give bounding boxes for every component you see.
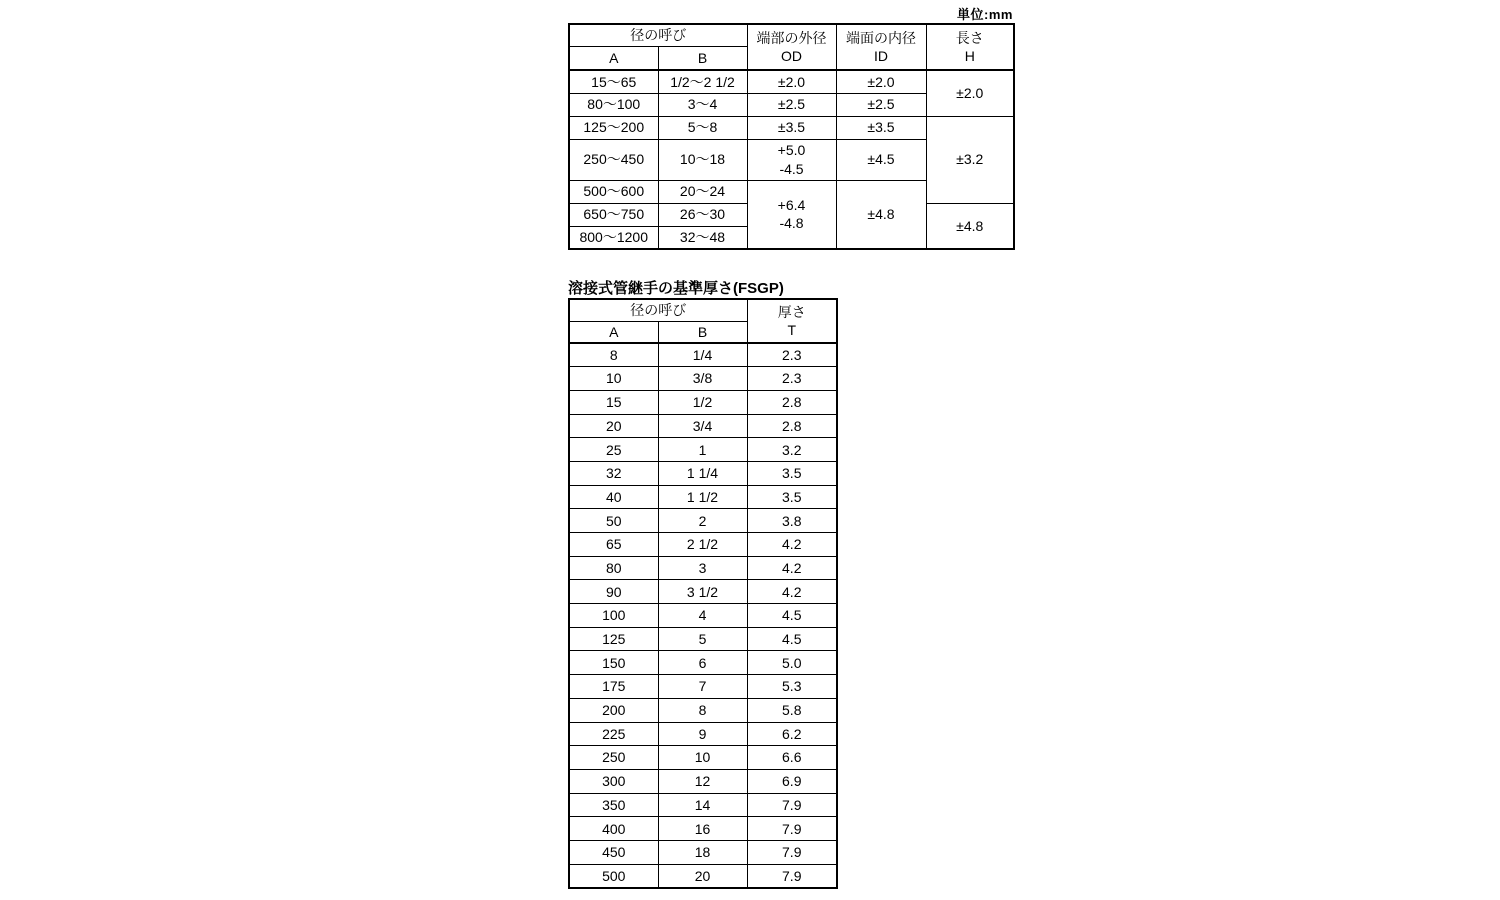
t2-cell-b: 3/8 — [658, 367, 747, 391]
thickness-table-row — [569, 556, 837, 580]
t2-cell-b: 2 1/2 — [658, 533, 747, 557]
t2-cell-a: 15 — [569, 390, 658, 414]
thickness-table-row — [569, 343, 837, 367]
t2-cell-b: 3/4 — [658, 414, 747, 438]
t2-cell-a: 65 — [569, 533, 658, 557]
t2-cell-t: 3.5 — [747, 461, 837, 485]
t1-cell-od-merged — [747, 180, 836, 249]
t2-cell-a: 32 — [569, 461, 658, 485]
t2-cell-t: 7.9 — [747, 864, 837, 888]
t1-header-b: B — [658, 46, 747, 70]
t2-cell-t: 5.0 — [747, 651, 837, 675]
thickness-table-row — [569, 414, 837, 438]
t2-cell-a: 200 — [569, 698, 658, 722]
t2-header-row-1 — [569, 299, 837, 321]
t2-cell-a: 20 — [569, 414, 658, 438]
t1-cell-h-merged: ±3.2 — [926, 116, 1014, 203]
thickness-table-row — [569, 746, 837, 770]
t1-cell-a: 250〜450 — [569, 139, 658, 180]
t2-cell-b: 8 — [658, 698, 747, 722]
thickness-table-row — [569, 580, 837, 604]
t1-cell-a: 15〜65 — [569, 70, 658, 93]
t2-cell-a: 450 — [569, 840, 658, 864]
t2-cell-a: 400 — [569, 817, 658, 841]
t2-cell-t: 5.8 — [747, 698, 837, 722]
t1-header-id-code: ID — [874, 48, 888, 64]
t2-cell-t: 3.5 — [747, 485, 837, 509]
thickness-table-row — [569, 675, 837, 699]
t2-cell-t: 5.3 — [747, 675, 837, 699]
t2-cell-b: 1/4 — [658, 343, 747, 367]
t2-cell-a: 150 — [569, 651, 658, 675]
t1-cell-b: 3〜4 — [658, 93, 747, 116]
t1-cell-od-plus: +5.0 — [777, 142, 806, 159]
t1-cell-od-minus: -4.5 — [779, 160, 804, 177]
t2-cell-t: 4.2 — [747, 556, 837, 580]
thickness-table-row — [569, 769, 837, 793]
t1-cell-b: 32〜48 — [658, 226, 747, 249]
thickness-table-row — [569, 698, 837, 722]
t2-cell-t: 7.9 — [747, 817, 837, 841]
t1-cell-id: ±4.5 — [836, 139, 926, 180]
t1-header-od — [747, 24, 836, 70]
thickness-table-row — [569, 390, 837, 414]
t2-cell-a: 90 — [569, 580, 658, 604]
t2-cell-a: 250 — [569, 746, 658, 770]
t2-cell-a: 125 — [569, 627, 658, 651]
thickness-table-row — [569, 840, 837, 864]
t2-cell-a: 40 — [569, 485, 658, 509]
thickness-table-row — [569, 864, 837, 888]
t1-cell-id-merged: ±4.8 — [836, 180, 926, 249]
t2-cell-b: 3 1/2 — [658, 580, 747, 604]
thickness-table-row — [569, 485, 837, 509]
t2-cell-t: 2.3 — [747, 343, 837, 367]
t1-cell-id: ±2.0 — [836, 70, 926, 93]
t1-cell-od: ±3.5 — [747, 116, 836, 139]
t1-cell-a: 125〜200 — [569, 116, 658, 139]
t2-cell-a: 25 — [569, 438, 658, 462]
t2-cell-t: 4.5 — [747, 604, 837, 628]
t1-cell-b: 5〜8 — [658, 116, 747, 139]
t1-header-id — [836, 24, 926, 70]
t1-row-15-65 — [569, 70, 1014, 93]
t1-header-od-jp: 端部の外径 — [756, 29, 827, 46]
t2-cell-t: 4.5 — [747, 627, 837, 651]
t2-cell-b: 14 — [658, 793, 747, 817]
t2-cell-t: 6.2 — [747, 722, 837, 746]
t2-header-t — [747, 299, 837, 343]
t2-cell-t: 7.9 — [747, 793, 837, 817]
t1-header-id-jp: 端面の内径 — [846, 29, 916, 46]
thickness-table-row — [569, 627, 837, 651]
t2-header-t-jp: 厚さ — [777, 303, 806, 320]
t2-cell-b: 4 — [658, 604, 747, 628]
t1-cell-od — [747, 139, 836, 180]
t2-header-dia-group: 径の呼び — [569, 299, 747, 321]
t1-row-125-200 — [569, 116, 1014, 139]
t2-header-b: B — [658, 321, 747, 343]
t1-header-a: A — [569, 46, 658, 70]
unit-label: 単位:mm — [957, 7, 1013, 22]
t2-cell-b: 6 — [658, 651, 747, 675]
t1-cell-od-plus: +6.4 — [777, 197, 806, 214]
t1-header-h — [926, 24, 1014, 70]
thickness-table-row — [569, 533, 837, 557]
t1-header-row-1 — [569, 24, 1014, 46]
t1-header-h-code: H — [964, 48, 975, 64]
t2-cell-b: 7 — [658, 675, 747, 699]
t2-cell-b: 18 — [658, 840, 747, 864]
t2-cell-a: 10 — [569, 367, 658, 391]
t2-cell-t: 4.2 — [747, 580, 837, 604]
t2-cell-t: 2.8 — [747, 390, 837, 414]
thickness-table-row — [569, 438, 837, 462]
thickness-table-row — [569, 651, 837, 675]
t2-cell-b: 5 — [658, 627, 747, 651]
t2-cell-b: 1 1/4 — [658, 461, 747, 485]
t1-cell-b: 1/2〜2 1/2 — [658, 70, 747, 93]
t1-cell-od: ±2.5 — [747, 93, 836, 116]
t2-cell-a: 8 — [569, 343, 658, 367]
t2-cell-a: 100 — [569, 604, 658, 628]
thickness-table-row — [569, 793, 837, 817]
t2-cell-b: 9 — [658, 722, 747, 746]
thickness-table-row — [569, 461, 837, 485]
t2-cell-a: 225 — [569, 722, 658, 746]
thickness-table-title: 溶接式管継手の基準厚さ(FSGP) — [568, 280, 784, 297]
thickness-table-row — [569, 367, 837, 391]
t2-cell-t: 2.8 — [747, 414, 837, 438]
t2-cell-a: 500 — [569, 864, 658, 888]
t1-header-dia-group: 径の呼び — [569, 24, 747, 46]
t2-cell-b: 1 — [658, 438, 747, 462]
t2-cell-a: 50 — [569, 509, 658, 533]
t2-cell-b: 1 1/2 — [658, 485, 747, 509]
t1-cell-h-merged: ±2.0 — [926, 70, 1014, 116]
tolerance-table — [568, 23, 1015, 250]
thickness-table-row — [569, 722, 837, 746]
thickness-table-row — [569, 604, 837, 628]
t1-cell-b: 10〜18 — [658, 139, 747, 180]
t1-cell-h-merged: ±4.8 — [926, 203, 1014, 249]
t2-cell-b: 2 — [658, 509, 747, 533]
t2-cell-b: 12 — [658, 769, 747, 793]
t2-header-t-code: T — [787, 322, 797, 338]
t2-cell-a: 350 — [569, 793, 658, 817]
t2-cell-t: 7.9 — [747, 840, 837, 864]
t2-cell-b: 20 — [658, 864, 747, 888]
t2-cell-a: 175 — [569, 675, 658, 699]
t1-cell-od-minus: -4.8 — [779, 215, 804, 232]
thickness-table-body — [569, 343, 837, 888]
t1-header-od-code: OD — [781, 48, 802, 64]
thickness-table — [568, 298, 838, 889]
thickness-table-row — [569, 509, 837, 533]
t1-header-h-jp: 長さ — [955, 29, 984, 46]
t1-cell-id: ±2.5 — [836, 93, 926, 116]
t2-cell-b: 1/2 — [658, 390, 747, 414]
t1-cell-id: ±3.5 — [836, 116, 926, 139]
t2-cell-a: 80 — [569, 556, 658, 580]
t1-cell-a: 500〜600 — [569, 180, 658, 203]
t2-cell-b: 16 — [658, 817, 747, 841]
t2-cell-t: 6.6 — [747, 746, 837, 770]
t1-cell-b: 26〜30 — [658, 203, 747, 226]
t2-cell-b: 3 — [658, 556, 747, 580]
t1-cell-b: 20〜24 — [658, 180, 747, 203]
t2-cell-b: 10 — [658, 746, 747, 770]
t2-cell-t: 3.8 — [747, 509, 837, 533]
t2-cell-t: 3.2 — [747, 438, 837, 462]
t2-cell-t: 4.2 — [747, 533, 837, 557]
t2-cell-t: 2.3 — [747, 367, 837, 391]
t1-cell-a: 650〜750 — [569, 203, 658, 226]
t1-cell-a: 800〜1200 — [569, 226, 658, 249]
t2-cell-t: 6.9 — [747, 769, 837, 793]
t2-header-a: A — [569, 321, 658, 343]
t1-cell-od: ±2.0 — [747, 70, 836, 93]
t1-cell-a: 80〜100 — [569, 93, 658, 116]
thickness-table-row — [569, 817, 837, 841]
t2-cell-a: 300 — [569, 769, 658, 793]
